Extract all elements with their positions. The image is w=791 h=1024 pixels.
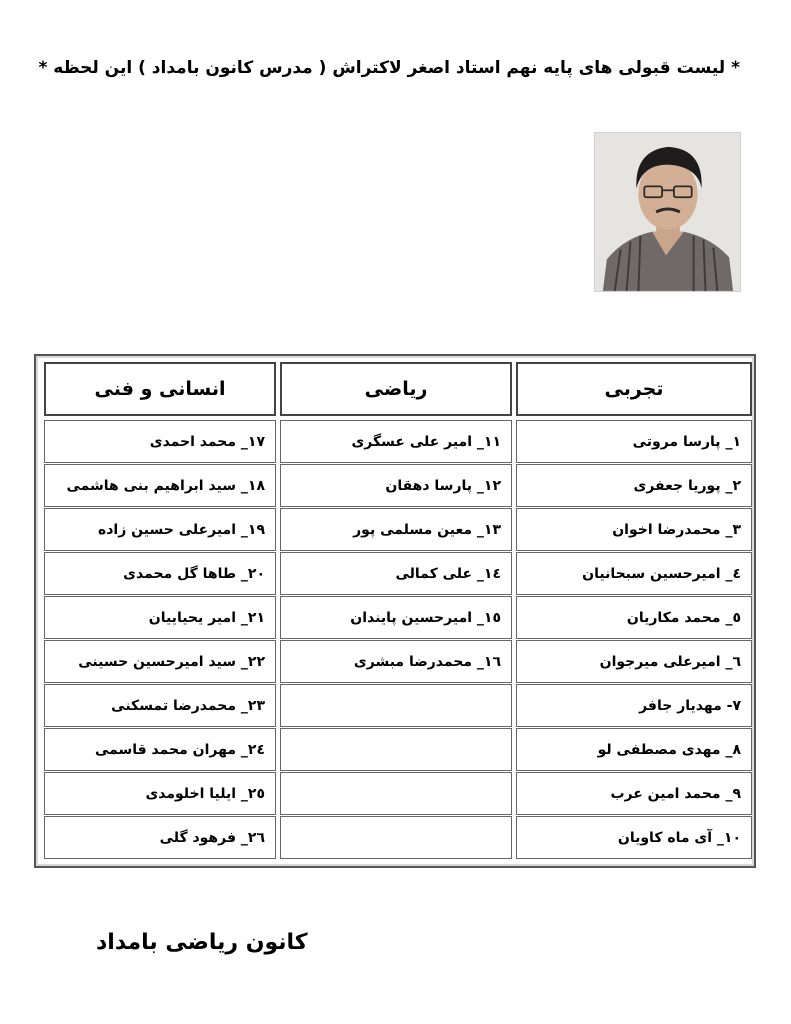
table-cell: ٩_ محمد امین عرب <box>516 772 752 815</box>
footer-institute-name: کانون ریاضی بامداد <box>96 930 308 955</box>
header-tajrobi: تجربی <box>516 362 752 416</box>
table-cell: ٢١_ امیر یحیاییان <box>44 596 276 639</box>
table-cell: ١٤_ علی کمالی <box>280 552 512 595</box>
table-cell: ١_ پارسا مروتی <box>516 420 752 463</box>
page-title: * لیست قبولی های پایه نهم استاد اصغر لاکتراش ( مدرس کانون بامداد ) این لحظه * <box>38 58 740 78</box>
table-cell: ٣_ محمدرضا اخوان <box>516 508 752 551</box>
table-cell <box>280 772 512 815</box>
table-cell <box>280 816 512 859</box>
table-cell: ١٣_ معین مسلمی پور <box>280 508 512 551</box>
table-cell: ١٧_ محمد احمدی <box>44 420 276 463</box>
column-riazi <box>280 420 512 864</box>
table-cell: ٢٦_ فرهود گلی <box>44 816 276 859</box>
accepted-students-table <box>34 354 756 868</box>
table-cell: ٢٠_ طاها گل محمدی <box>44 552 276 595</box>
table-cell <box>280 728 512 771</box>
table-cell: ١٥_ امیرحسین پایندان <box>280 596 512 639</box>
header-ensani-fani: انسانی و فنی <box>44 362 276 416</box>
table-cell: ٦_ امیرعلی میرجوان <box>516 640 752 683</box>
table-cell: ١١_ امیر علی عسگری <box>280 420 512 463</box>
table-cell: ٢_ پوریا جعفری <box>516 464 752 507</box>
table-cell: ٢٥_ ایلیا اخلومدی <box>44 772 276 815</box>
table-cell: ٥_ محمد مکاریان <box>516 596 752 639</box>
table-cell: ١٨_ سید ابراهیم بنی هاشمی <box>44 464 276 507</box>
table-cell <box>280 684 512 727</box>
table-cell: ٤_ امیرحسین سبحانیان <box>516 552 752 595</box>
table-cell: ١٦_ محمدرضا مبشری <box>280 640 512 683</box>
teacher-photo <box>594 132 741 292</box>
table-cell: ٨_ مهدی مصطفی لو <box>516 728 752 771</box>
table-cell: ١٠_ آی ماه کاویان <box>516 816 752 859</box>
table-cell: ٢٤_ مهران محمد قاسمی <box>44 728 276 771</box>
header-riazi: ریاضی <box>280 362 512 416</box>
column-ensani-fani <box>44 420 276 864</box>
column-tajrobi <box>516 420 752 864</box>
table-cell: ٢٣_ محمدرضا تمسکنی <box>44 684 276 727</box>
table-cell: ١٩_ امیرعلی حسین زاده <box>44 508 276 551</box>
table-cell: ٢٢_ سید امیرحسین حسینی <box>44 640 276 683</box>
table-cell: ٧- مهدیار جافر <box>516 684 752 727</box>
table-cell: ١٢_ پارسا دهقان <box>280 464 512 507</box>
